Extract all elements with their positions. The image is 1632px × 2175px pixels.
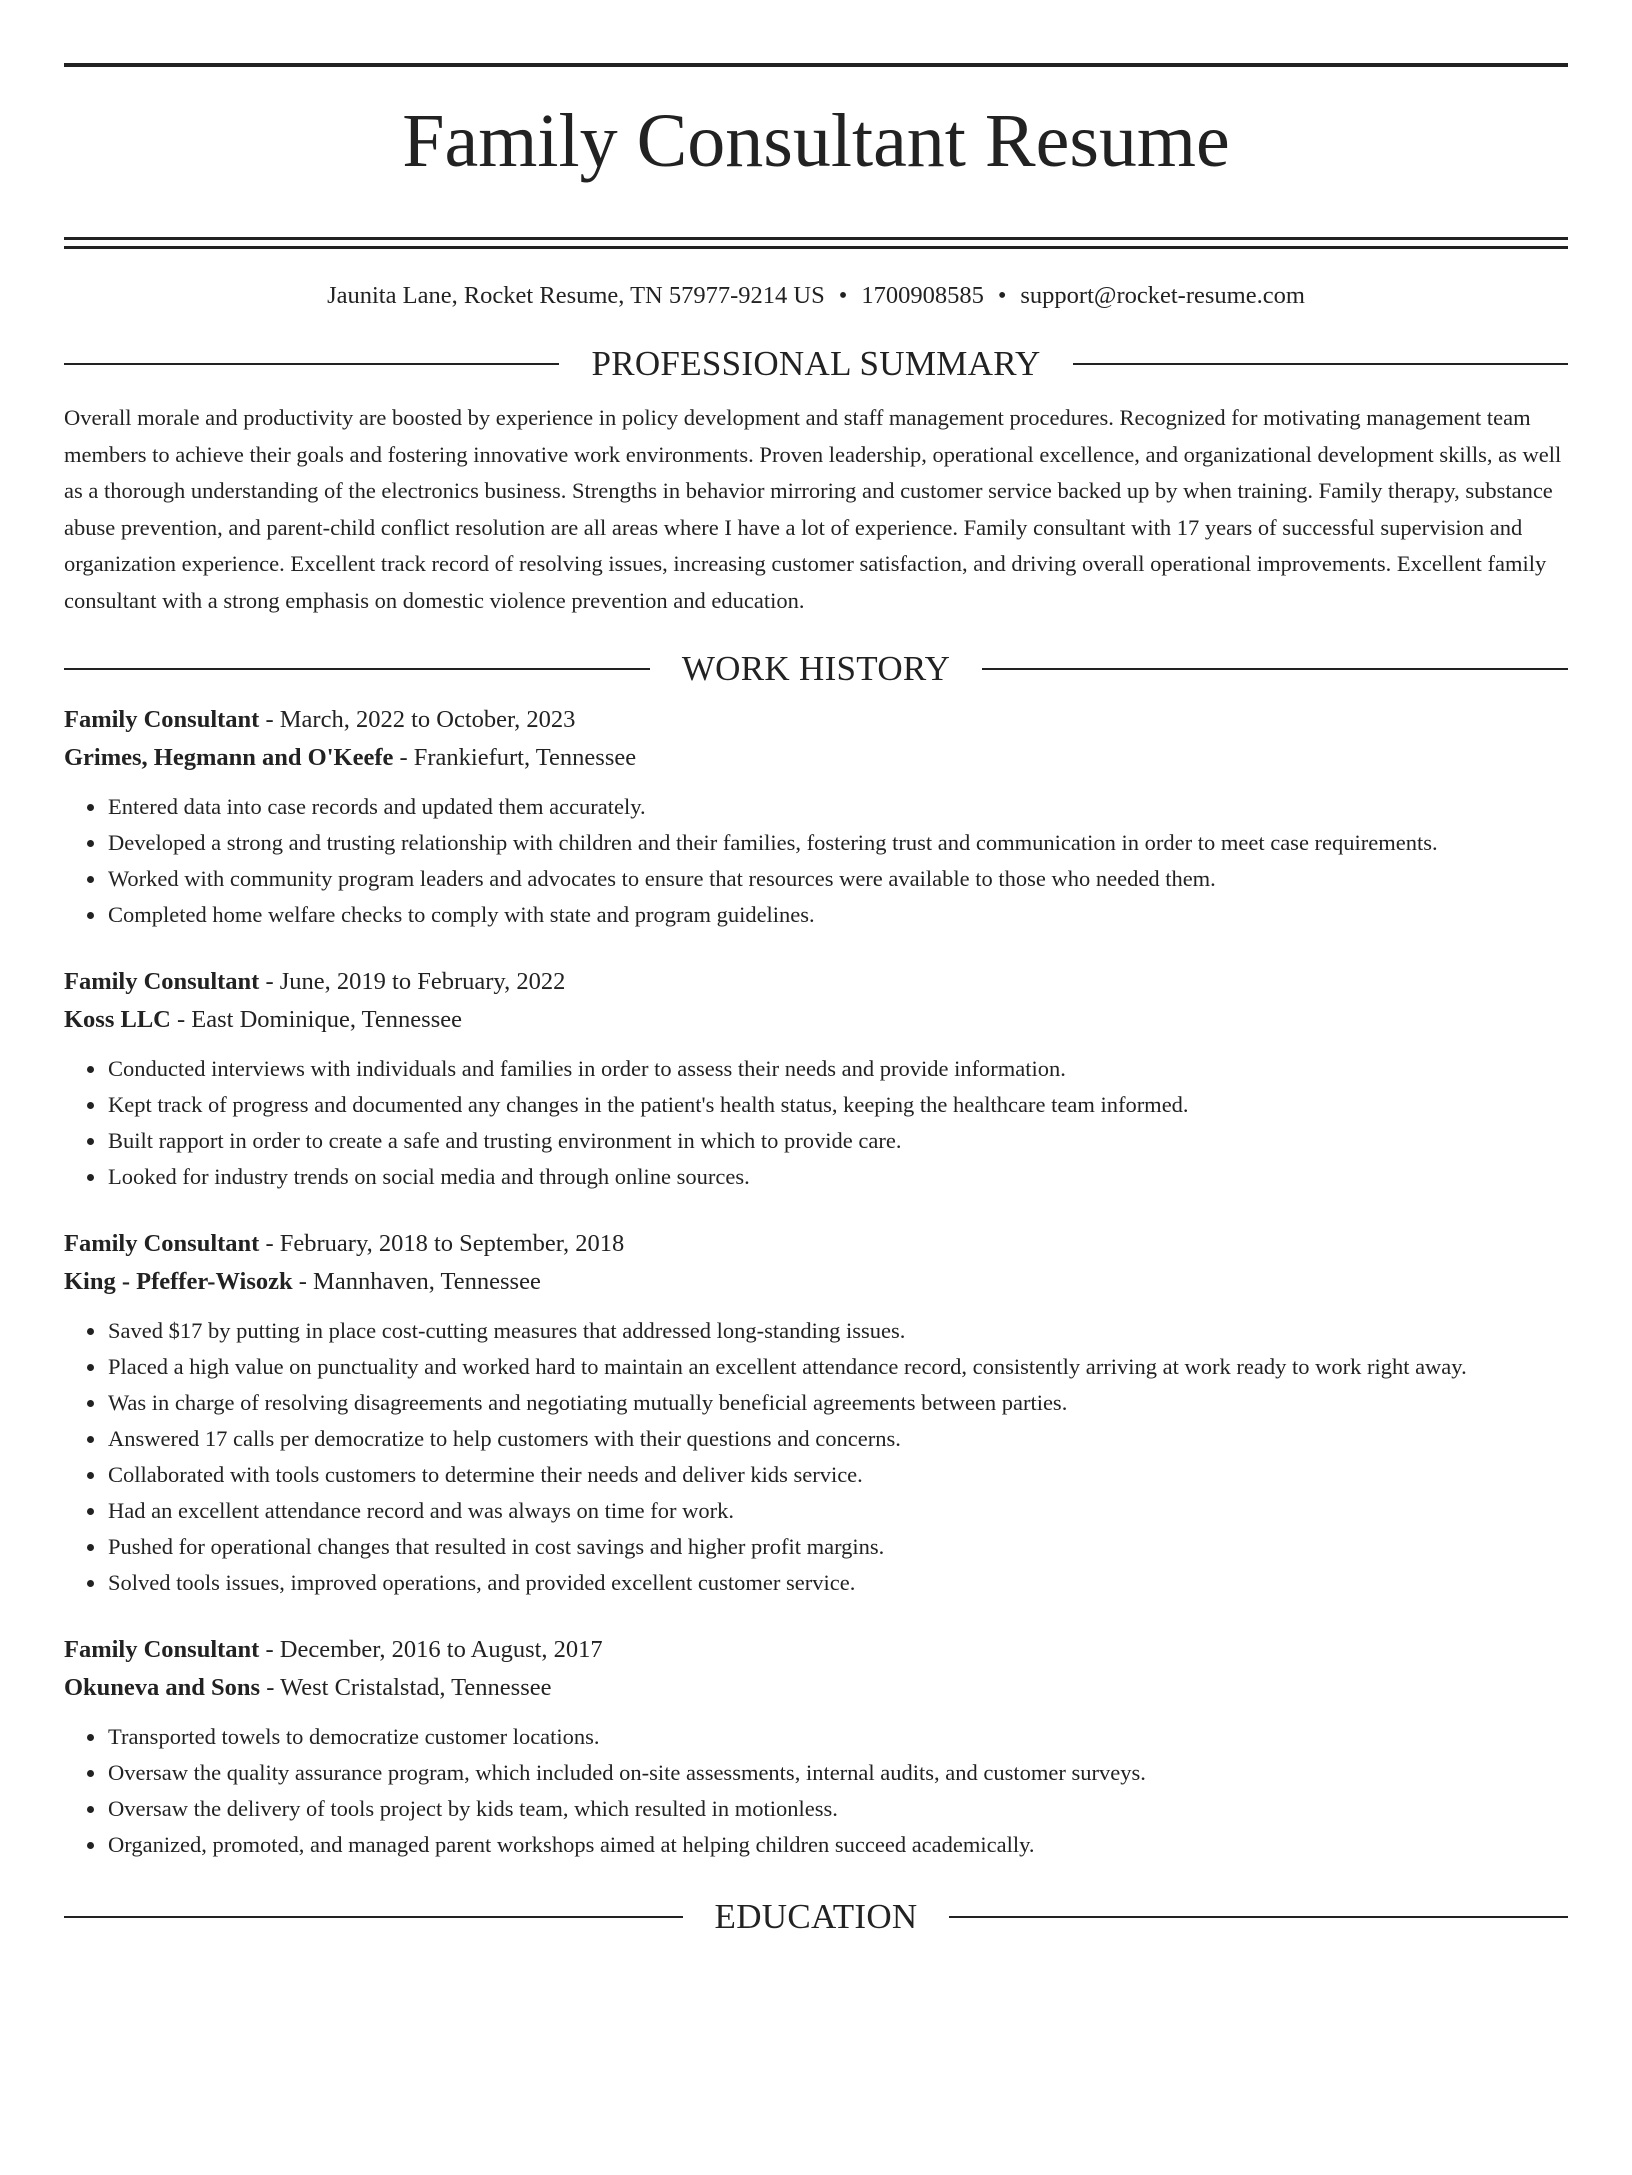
top-rule <box>64 63 1568 67</box>
heading-rule-right <box>949 1916 1568 1918</box>
job-bullet: • Placed a high value on punctuality and worked hard to maintain an excellent attendance record, consistently arriving at work ready to work right away. <box>107 1349 1568 1385</box>
job-bullet: • Solved tools issues, improved operations, and provided excellent customer service. <box>107 1565 1568 1601</box>
job-company-line <box>64 739 1568 777</box>
job-title-line <box>64 701 1568 739</box>
job-company-line <box>64 1669 1568 1707</box>
job-company-line <box>64 1001 1568 1039</box>
contact-separator: • <box>838 282 848 309</box>
job-bullet: • Oversaw the quality assurance program, which included on-site assessments, internal audits, and customer surveys. <box>107 1755 1568 1791</box>
heading-rule-right <box>1073 363 1568 365</box>
heading-rule-left <box>64 363 559 365</box>
section-heading-label: WORK HISTORY <box>681 649 951 688</box>
contact-phone: 1700908585 <box>861 282 984 309</box>
job-title: Family Consultant <box>64 968 260 995</box>
heading-rule-left <box>64 668 650 670</box>
section-heading-label: PROFESSIONAL SUMMARY <box>591 344 1041 383</box>
heading-rule-left <box>64 1916 683 1918</box>
resume-page <box>0 63 1632 2175</box>
job-location: - East Dominique, Tennessee <box>170 1006 462 1033</box>
job-dates: - June, 2019 to February, 2022 <box>259 968 566 995</box>
job-entry <box>64 1225 1568 1601</box>
contact-email: support@rocket-resume.com <box>1020 282 1305 309</box>
job-bullet: • Saved $17 by putting in place cost-cutting measures that addressed long-standing issues. <box>107 1313 1568 1349</box>
job-bullets <box>64 789 1568 933</box>
job-location: - West Cristalstad, Tennessee <box>260 1674 552 1701</box>
contact-line <box>64 278 1568 314</box>
job-title: Family Consultant <box>64 1636 260 1663</box>
job-title: Family Consultant <box>64 706 260 733</box>
job-bullets <box>64 1719 1568 1863</box>
job-bullet: • Pushed for operational changes that resulted in cost savings and higher profit margins. <box>107 1529 1568 1565</box>
job-dates: - December, 2016 to August, 2017 <box>259 1636 603 1663</box>
job-bullet: • Developed a strong and trusting relationship with children and their families, fostering trust and communication in order to meet case requirements. <box>107 825 1568 861</box>
contact-address: Jaunita Lane, Rocket Resume, TN 57977-9214 US <box>327 282 825 309</box>
job-company: Grimes, Hegmann and O'Keefe <box>64 744 394 771</box>
job-bullet: • Was in charge of resolving disagreements and negotiating mutually beneficial agreements between parties. <box>107 1385 1568 1421</box>
job-bullets <box>64 1051 1568 1195</box>
job-bullet: • Organized, promoted, and managed parent workshops aimed at helping children succeed academically. <box>107 1827 1568 1863</box>
job-company: King - Pfeffer-Wisozk <box>64 1268 293 1295</box>
section-heading-summary <box>64 340 1568 388</box>
job-bullet: • Collaborated with tools customers to determine their needs and deliver kids service. <box>107 1457 1568 1493</box>
job-bullets <box>64 1313 1568 1601</box>
heading-rule-right <box>982 668 1568 670</box>
job-title-line <box>64 1225 1568 1263</box>
job-bullet: • Transported towels to democratize customer locations. <box>107 1719 1568 1755</box>
job-bullet: • Had an excellent attendance record and was always on time for work. <box>107 1493 1568 1529</box>
section-heading-label: EDUCATION <box>714 1897 918 1936</box>
job-company: Okuneva and Sons <box>64 1674 261 1701</box>
section-heading-work-history <box>64 645 1568 693</box>
job-dates: - February, 2018 to September, 2018 <box>259 1230 625 1257</box>
page-title: Family Consultant Resume <box>402 99 1230 183</box>
job-bullet: • Worked with community program leaders and advocates to ensure that resources were available to those who needed them. <box>107 861 1568 897</box>
title-double-rule <box>64 237 1568 240</box>
job-bullet: • Looked for industry trends on social media and through online sources. <box>107 1159 1568 1195</box>
job-title: Family Consultant <box>64 1230 260 1257</box>
job-location: - Frankiefurt, Tennessee <box>393 744 637 771</box>
job-bullet: • Built rapport in order to create a safe and trusting environment in which to provide care. <box>107 1123 1568 1159</box>
job-bullet: • Entered data into case records and updated them accurately. <box>107 789 1568 825</box>
job-entry <box>64 963 1568 1195</box>
job-title-line <box>64 963 1568 1001</box>
job-title-line <box>64 1631 1568 1669</box>
job-entry <box>64 1631 1568 1863</box>
summary-paragraph: Overall morale and productivity are boosted by experience in policy development and staff management procedures. Recognized for motivating management team members to achieve their goals and fostering innovative work environments. Proven leadership, operational excellence, and organizational development skills, as well as a thorough understanding of the electronics business. Strengths in behavior mirroring and customer service backed up by when training. Family therapy, substance abuse prevention, and parent-child conflict resolution are all areas where I have a lot of experience. Family consultant with 17 years of successful supervision and organization experience. Excellent track record of resolving issues, increasing customer satisfaction, and driving overall operational improvements. Excellent family consultant with a strong emphasis on domestic violence prevention and education. <box>64 405 1562 613</box>
job-company: Koss LLC <box>64 1006 171 1033</box>
job-company-line <box>64 1263 1568 1301</box>
job-dates: - March, 2022 to October, 2023 <box>259 706 576 733</box>
section-heading-education <box>64 1893 1568 1941</box>
job-location: - Mannhaven, Tennessee <box>292 1268 541 1295</box>
job-entry <box>64 701 1568 933</box>
job-bullet: • Completed home welfare checks to comply with state and program guidelines. <box>107 897 1568 933</box>
job-bullet: • Conducted interviews with individuals and families in order to assess their needs and provide information. <box>107 1051 1568 1087</box>
contact-separator: • <box>997 282 1007 309</box>
job-bullet: • Answered 17 calls per democratize to help customers with their questions and concerns. <box>107 1421 1568 1457</box>
job-bullet: • Kept track of progress and documented any changes in the patient's health status, keeping the healthcare team informed. <box>107 1087 1568 1123</box>
job-bullet: • Oversaw the delivery of tools project by kids team, which resulted in motionless. <box>107 1791 1568 1827</box>
